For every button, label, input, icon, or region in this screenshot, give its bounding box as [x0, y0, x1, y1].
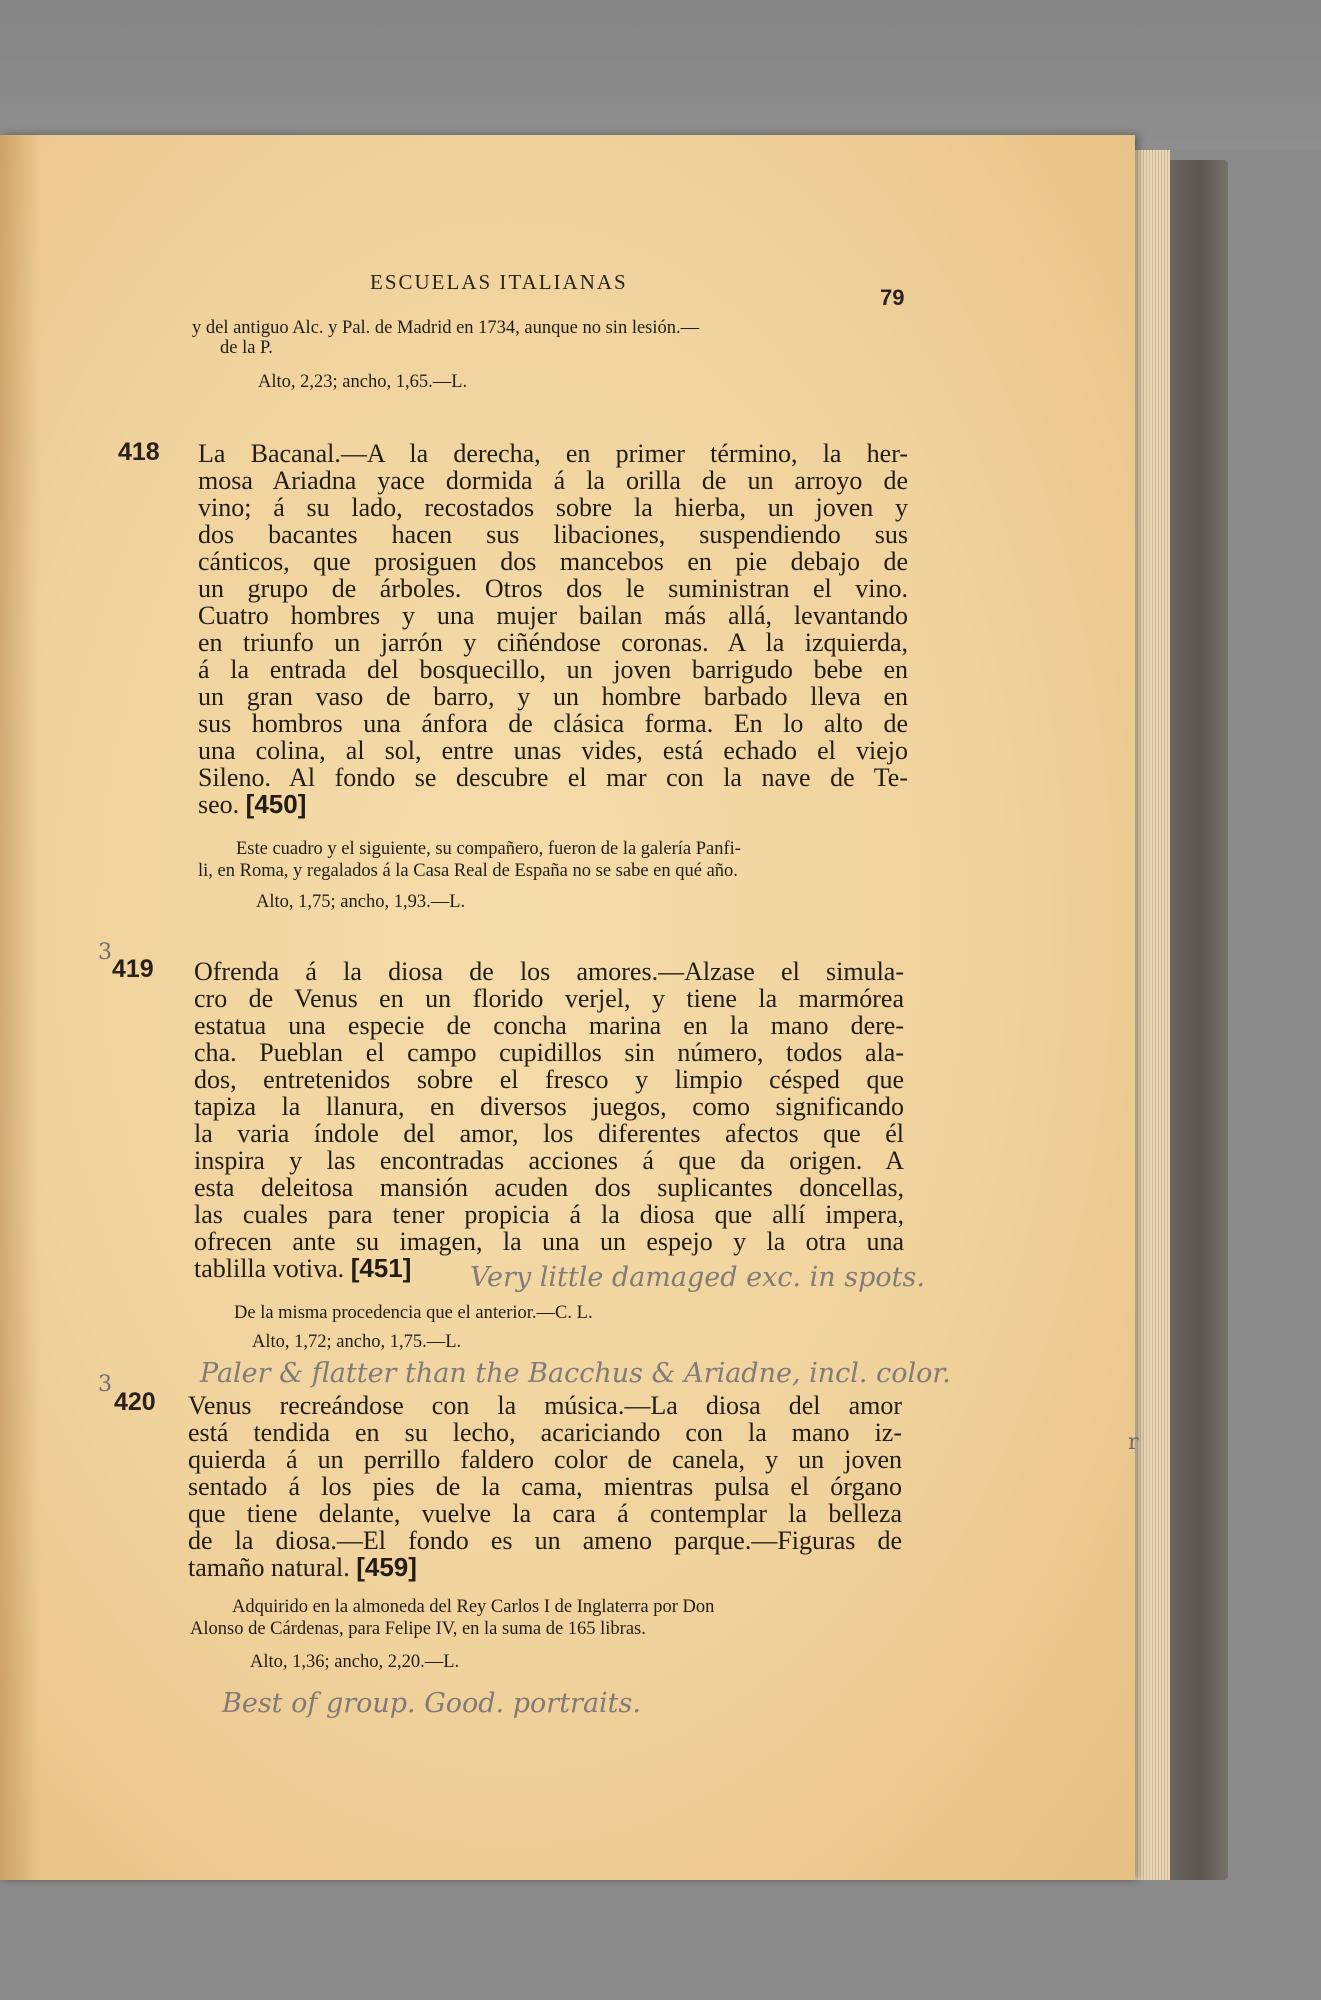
entry-number-419: 419	[112, 955, 154, 983]
carryover-line-1: y del antiguo Alc. y Pal. de Madrid en 1734, aunque no sin lesión.—	[192, 318, 700, 338]
entry-420-line: quierda á un perrillo faldero color de canela, y un joven	[188, 1445, 902, 1474]
entry-419-line: cha. Pueblan el campo cupidillos sin número, todos ala-	[194, 1038, 904, 1067]
note-line: Adquirido en la almoneda del Rey Carlos I de Inglaterra por Don	[232, 1597, 715, 1617]
handwritten-note: Very little damaged exc. in spots.	[470, 1262, 925, 1293]
note-line: Este cuadro y el siguiente, su compañero, fueron de la galería Panfi-	[236, 839, 741, 859]
entry-418-line: mosa Ariadna yace dormida á la orilla de un arroyo de	[198, 466, 908, 495]
note-line: Alonso de Cárdenas, para Felipe IV, en la suma de 165 libras.	[190, 1619, 646, 1639]
entry-418-last-line	[198, 791, 908, 818]
entry-418-line: dos bacantes hacen sus libaciones, suspendiendo sus	[198, 520, 908, 549]
note-line: De la misma procedencia que el anterior.—C. L.	[234, 1303, 593, 1323]
entry-number-420: 420	[114, 1388, 156, 1416]
entry-420-line: que tiene delante, vuelve la cara á contemplar la belleza	[188, 1499, 902, 1528]
entry-number-418: 418	[118, 438, 160, 466]
entry-419-line: la varia índole del amor, los diferentes afectos que él	[194, 1119, 904, 1148]
entry-418-note	[198, 838, 908, 882]
entry-419-line: Ofrenda á la diosa de los amores.—Alzase el simula-	[194, 957, 904, 986]
entry-418-line: un gran vaso de barro, y un hombre barbado lleva en	[198, 682, 908, 711]
book-cover	[1160, 160, 1228, 1880]
entry-418-line: sus hombros una ánfora de clásica forma. En lo alto de	[198, 709, 908, 738]
margin-mark: 3	[98, 1372, 112, 1397]
entry-418-text	[198, 440, 908, 818]
entry-420-line: está tendida en su lecho, acariciando con la mano iz-	[188, 1418, 902, 1447]
entry-419-line: estatua una especie de concha marina en la mano dere-	[194, 1011, 904, 1040]
handwritten-note: Paler & flatter than the Bacchus & Ariadne, incl. color.	[200, 1358, 951, 1389]
entry-420-note	[190, 1596, 904, 1640]
carryover-line-2: de la P.	[220, 338, 273, 358]
entry-418-line: á la entrada del bosquecillo, un joven barrigudo bebe en	[198, 655, 908, 684]
backdrop	[0, 0, 1321, 150]
cross-reference: [459]	[356, 1552, 417, 1582]
entry-420-text	[188, 1392, 902, 1581]
carryover-dimensions: Alto, 2,23; ancho, 1,65.—L.	[258, 372, 468, 392]
entry-418-line: La Bacanal.—A la derecha, en primer término, la her-	[198, 439, 908, 468]
entry-419-line: dos, entretenidos sobre el fresco y limpio césped que	[194, 1065, 904, 1094]
entry-418-line: cánticos, que prosiguen dos mancebos en pie debajo de	[198, 547, 908, 576]
entry-419-note	[234, 1302, 593, 1324]
entry-418-line: Cuatro hombres y una mujer bailan más allá, levantando	[198, 601, 908, 630]
entry-420-line: sentado á los pies de la cama, mientras pulsa el órgano	[188, 1472, 902, 1501]
note-line: li, en Roma, y regalados á la Casa Real de España no se sabe en qué año.	[198, 861, 738, 881]
entry-418-line: una colina, al sol, entre unas vides, está echado el viejo	[198, 736, 908, 765]
handwritten-note: Best of group. Good. portraits.	[222, 1688, 641, 1719]
cross-reference: [450]	[245, 789, 307, 819]
entry-418-line: en triunfo un jarrón y ciñéndose coronas. A la izquierda,	[198, 628, 908, 657]
margin-mark: 3	[98, 940, 112, 965]
margin-mark: r	[1128, 1430, 1139, 1455]
entry-419-line: esta deleitosa mansión acuden dos suplicantes doncellas,	[194, 1173, 904, 1202]
entry-420-last-line	[188, 1554, 902, 1581]
entry-419-line: cro de Venus en un florido verjel, y tiene la marmórea	[194, 984, 904, 1013]
entry-418-line: vino; á su lado, recostados sobre la hierba, un joven y	[198, 493, 908, 522]
entry-419-line: tapiza la llanura, en diversos juegos, como significando	[194, 1092, 904, 1121]
running-head: ESCUELAS ITALIANAS	[370, 270, 628, 294]
page-number: 79	[880, 285, 905, 310]
entry-420-last-text: tamaño natural.	[188, 1553, 350, 1582]
entry-418-line: un grupo de árboles. Otros dos le suministran el vino.	[198, 574, 908, 603]
cross-reference: [451]	[350, 1253, 412, 1283]
entry-419-line: inspira y las encontradas acciones á que da origen. A	[194, 1146, 904, 1175]
entry-420-line: de la diosa.—El fondo es un ameno parque.—Figuras de	[188, 1526, 902, 1555]
entry-419-last-text: tablilla votiva.	[194, 1254, 345, 1283]
entry-418-line: Sileno. Al fondo se descubre el mar con la nave de Te-	[198, 763, 908, 792]
entry-418-last-text: seo.	[198, 790, 240, 819]
entry-420-dimensions: Alto, 1,36; ancho, 2,20.—L.	[250, 1652, 460, 1672]
entry-419-text	[194, 958, 904, 1282]
entry-419-line: ofrecen ante su imagen, la una un espejo y la otra una	[194, 1227, 904, 1256]
entry-418-dimensions: Alto, 1,75; ancho, 1,93.—L.	[256, 892, 466, 912]
entry-420-line: Venus recreándose con la música.—La diosa del amor	[188, 1391, 902, 1420]
entry-419-dimensions: Alto, 1,72; ancho, 1,75.—L.	[252, 1332, 462, 1352]
entry-419-line: las cuales para tener propicia á la diosa que allí impera,	[194, 1200, 904, 1229]
